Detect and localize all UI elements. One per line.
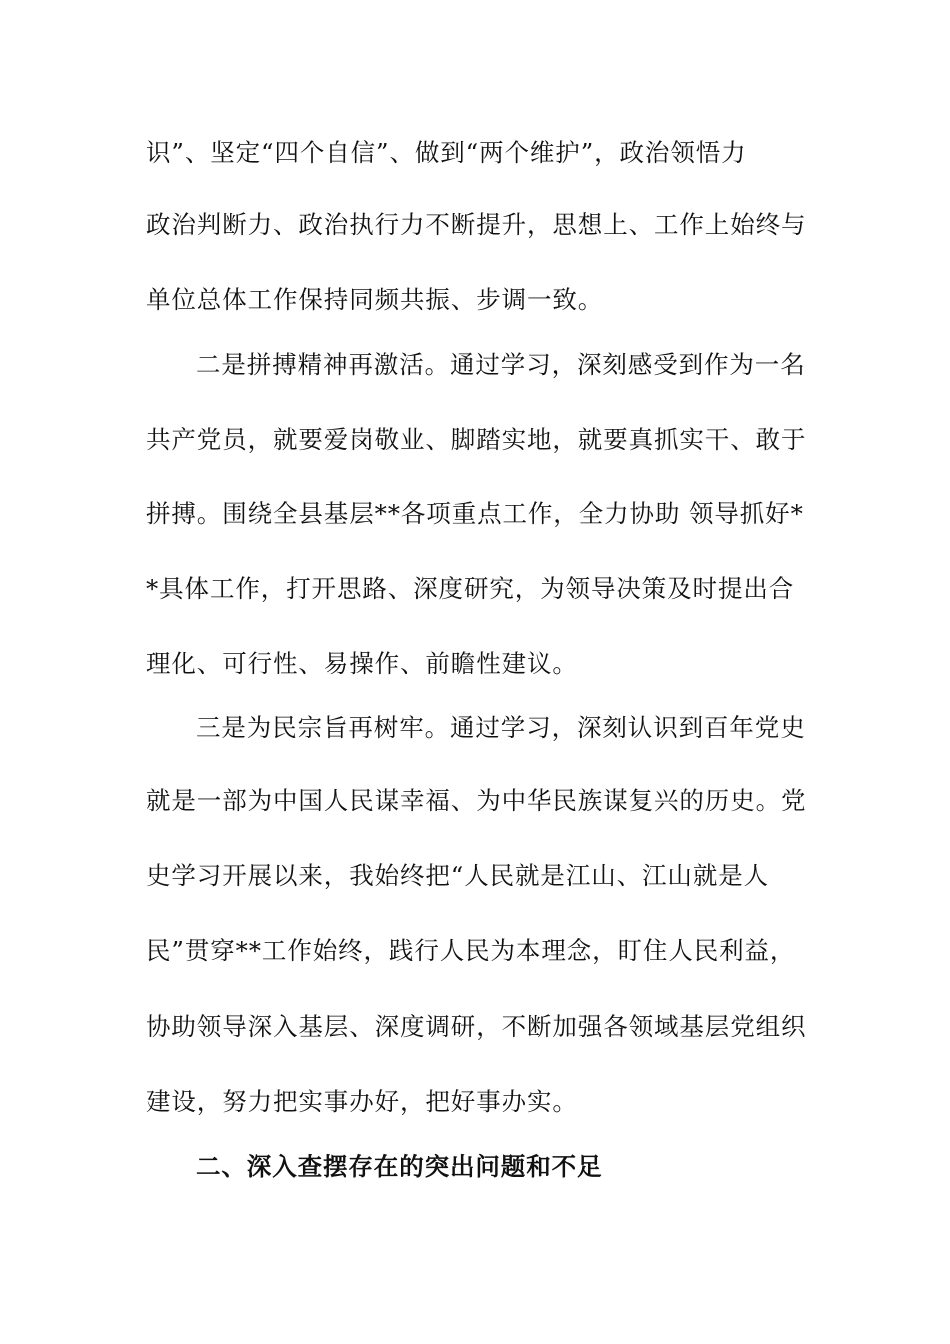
paragraph-3-line-2: 就是一部为中国人民谋幸福、为中华民族谋复兴的历史。党 [146,786,806,815]
paragraph-2-line-3: 拼搏。围绕全县基层**各项重点工作，全力协助 领导抓好* [146,499,804,528]
paragraph-3-line-4: 民”贯穿**工作始终，践行人民为本理念，盯住人民利益， [146,936,796,965]
paragraph-3-line-1: 三是为民宗旨再树牢。通过学习，深刻认识到百年党史 [196,713,806,742]
paragraph-2-line-1: 二是拼搏精神再激活。通过学习，深刻感受到作为一名 [196,350,806,379]
paragraph-2-line-5: 理化、可行性、易操作、前瞻性建议。 [146,649,578,678]
paragraph-3-line-3: 史学习开展以来，我始终把“人民就是江山、江山就是人 [146,861,770,890]
paragraph-1-line-3: 单位总体工作保持同频共振、步调一致。 [146,285,604,314]
section-heading: 二、深入查摆存在的突出问题和不足 [196,1152,603,1181]
paragraph-3-line-6: 建设，努力把实事办好，把好事办实。 [146,1087,578,1116]
paragraph-1-line-1: 识”、坚定“四个自信”、做到“两个维护”，政治领悟力 [146,138,747,167]
paragraph-3-line-5: 协助领导深入基层、深度调研，不断加强各领域基层党组织 [146,1012,806,1041]
paragraph-2-line-2: 共产党员，就要爱岗敬业、脚踏实地，就要真抓实干、敢于 [146,425,806,454]
paragraph-2-line-4: *具体工作，打开思路、深度研究，为领导决策及时提出合 [146,574,795,603]
paragraph-1-line-2: 政治判断力、政治执行力不断提升，思想上、工作上始终与 [146,210,806,239]
